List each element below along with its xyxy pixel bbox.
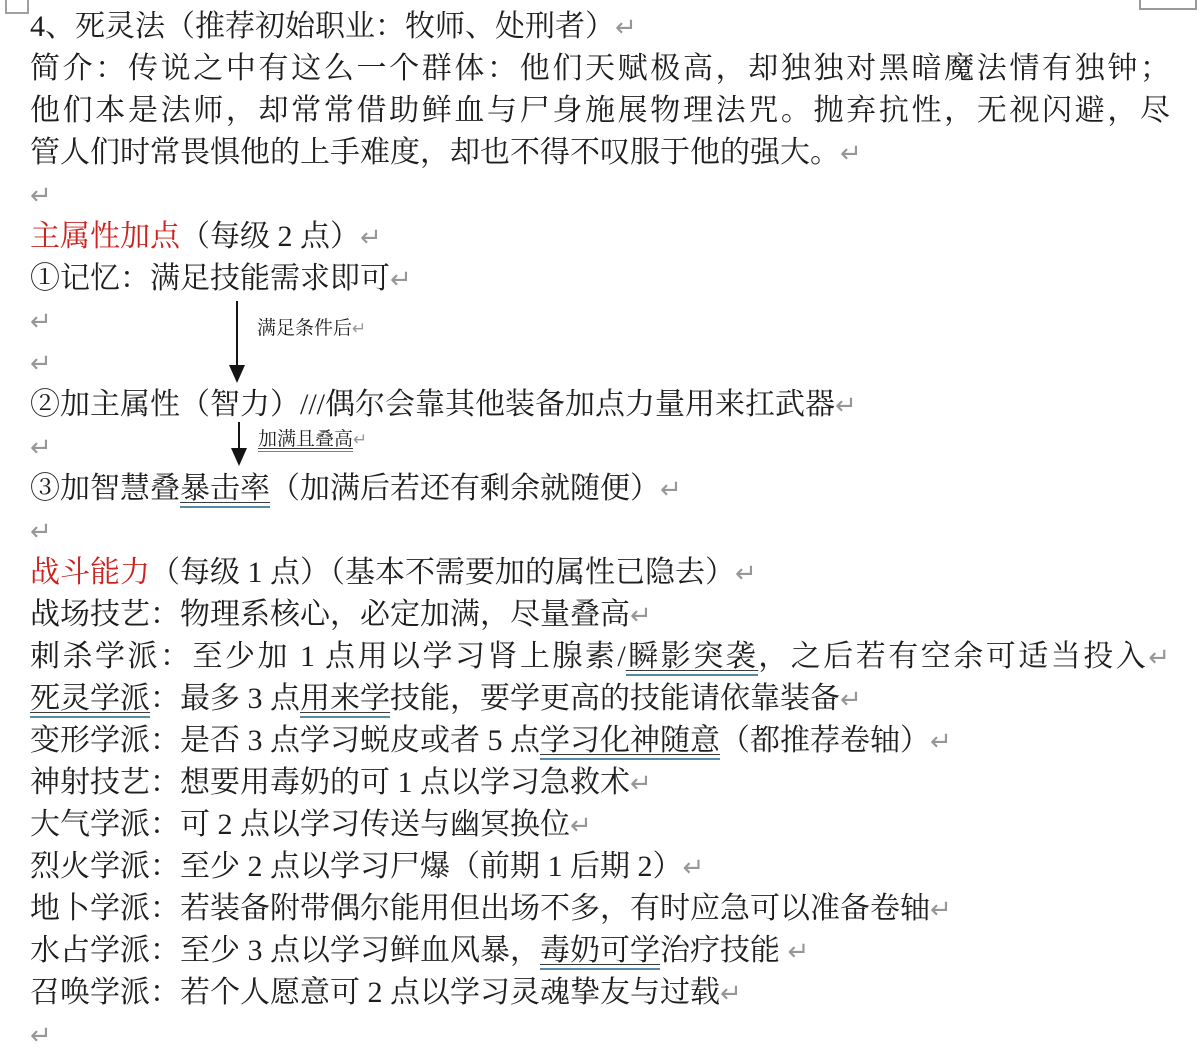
text-run: ①记忆：满足技能需求即可: [30, 262, 390, 295]
paragraph-mark: ↵: [787, 937, 810, 967]
text-run: 召唤学派：若个人愿意可 2 点以学习灵魂挚友与过载: [30, 976, 720, 1009]
paragraph-mark: ↵: [840, 685, 862, 715]
text-run: 水占学派：至少 3 点以学习鲜血风暴，: [30, 934, 540, 967]
text-line[interactable]: [30, 6, 1180, 48]
text-line[interactable]: [30, 846, 1180, 888]
arrow-shaft: [238, 422, 240, 448]
text-run: （每级 1 点）（基本不需要加的属性已隐去）: [150, 556, 735, 589]
text-run: 4、死灵法（推荐初始职业：牧师、处刑者）: [30, 10, 615, 43]
text-run: 地卜学派：若装备附带偶尔能用但出场不多，有时应急可以准备卷轴: [30, 892, 930, 925]
arrow-annotation-1[interactable]: [257, 317, 366, 341]
text-line[interactable]: [30, 216, 1180, 258]
heading-text-run: 主属性加点: [30, 220, 180, 253]
text-run: 变形学派：是否 3 点学习蜕皮或者 5 点: [30, 724, 540, 757]
text-line[interactable]: [30, 636, 1170, 678]
text-run: 治疗技能: [660, 934, 788, 967]
paragraph-mark: ↵: [390, 265, 412, 295]
text-body: [30, 6, 1180, 1056]
underlined-text-run: 毒奶可学: [540, 934, 660, 970]
text-run: （加满后若还有剩余就随便）: [270, 472, 660, 505]
text-line[interactable]: [30, 888, 1180, 930]
arrow-shaft: [236, 301, 238, 365]
underlined-text-run: 瞬影突袭: [626, 640, 758, 676]
text-line[interactable]: [30, 930, 1180, 972]
paragraph-mark: ↵: [352, 319, 367, 339]
text-line[interactable]: [30, 720, 1180, 762]
arrow-annotation-text: 满足条件后: [257, 318, 353, 339]
paragraph-mark: ↵: [930, 727, 952, 757]
text-run: 神射技艺：想要用毒奶的可 1 点以学习急救术: [30, 766, 630, 799]
text-run: 管人们时常畏惧他的上手难度，却也不得不叹服于他的强大。: [30, 136, 840, 169]
empty-line[interactable]: [30, 510, 1180, 552]
paragraph-mark: ↵: [630, 601, 652, 631]
paragraph-mark: ↵: [360, 223, 382, 253]
empty-line[interactable]: [30, 342, 1180, 384]
empty-line[interactable]: [30, 174, 1180, 216]
text-run: ：最多 3 点: [150, 682, 300, 715]
text-run: 技能，要学更高的技能请依靠装备: [390, 682, 840, 715]
arrow-annotation-text: 加满且叠高: [258, 429, 354, 450]
text-line[interactable]: [30, 678, 1180, 720]
text-line[interactable]: [30, 132, 1180, 174]
arrow-head-icon: [231, 448, 247, 466]
paragraph-mark: ↵: [720, 979, 742, 1009]
text-line[interactable]: [30, 90, 1170, 132]
text-line[interactable]: [30, 552, 1180, 594]
cropped-ui-fragment-top-left: [5, 0, 29, 14]
text-line[interactable]: [30, 384, 1180, 426]
text-run: 简介：传说之中有这么一个群体：他们天赋极高，却独独对黑暗魔法情有独钟；: [30, 52, 1170, 85]
paragraph-mark: ↵: [615, 13, 637, 43]
paragraph-mark: ↵: [30, 349, 52, 379]
text-line[interactable]: [30, 468, 1180, 510]
text-run: （都推荐卷轴）: [720, 724, 930, 757]
underlined-text-run: 死灵学派: [30, 682, 150, 718]
arrow-head-icon: [229, 365, 245, 383]
text-line[interactable]: [30, 258, 1180, 300]
arrow-annotation-2[interactable]: [258, 428, 367, 452]
text-run: 大气学派：可 2 点以学习传送与幽冥换位: [30, 808, 570, 841]
paragraph-mark: ↵: [660, 475, 682, 505]
paragraph-mark: ↵: [735, 559, 757, 589]
paragraph-mark: ↵: [840, 139, 862, 169]
paragraph-mark: ↵: [30, 181, 52, 211]
text-run: 刺杀学派：至少加 1 点用以学习肾上腺素/: [30, 640, 626, 673]
text-line[interactable]: [30, 762, 1180, 804]
text-line[interactable]: [30, 48, 1170, 90]
underlined-text-run: 用来学: [300, 682, 390, 718]
empty-line[interactable]: [30, 426, 1180, 468]
paragraph-mark: ↵: [1148, 643, 1170, 673]
empty-line[interactable]: [30, 1014, 1180, 1056]
text-line[interactable]: [30, 594, 1180, 636]
heading-text-run: 战斗能力: [30, 556, 150, 589]
text-run: 战场技艺：物理系核心，必定加满，尽量叠高: [30, 598, 630, 631]
paragraph-mark: ↵: [30, 1021, 52, 1051]
paragraph-mark: ↵: [682, 853, 705, 883]
underlined-text-run: 学习化神随意: [540, 724, 720, 760]
paragraph-mark: ↵: [30, 517, 52, 547]
text-run: ②加主属性（智力）///偶尔会靠其他装备加点力量用来扛武器: [30, 388, 836, 421]
empty-line[interactable]: [30, 300, 1180, 342]
text-run: （每级 2 点）: [180, 220, 360, 253]
text-run: 烈火学派：至少 2 点以学习尸爆（前期 1 后期 2）: [30, 850, 683, 883]
paragraph-mark: ↵: [353, 430, 368, 450]
text-run: 他们本是法师，却常常借助鲜血与尸身施展物理法咒。抛弃抗性，无视闪避，尽: [30, 94, 1170, 127]
text-line[interactable]: [30, 972, 1180, 1014]
paragraph-mark: ↵: [835, 391, 857, 421]
paragraph-mark: ↵: [630, 769, 652, 799]
paragraph-mark: ↵: [570, 811, 592, 841]
paragraph-mark: ↵: [30, 307, 52, 337]
cropped-ui-fragment-top-right: [1139, 0, 1197, 10]
underlined-text-run: 暴击率: [180, 472, 270, 508]
paragraph-mark: ↵: [930, 895, 952, 925]
text-line[interactable]: [30, 804, 1180, 846]
paragraph-mark: ↵: [30, 433, 52, 463]
text-run: ，之后若有空余可适当投入: [758, 640, 1149, 673]
text-run: ③加智慧叠: [30, 472, 180, 505]
